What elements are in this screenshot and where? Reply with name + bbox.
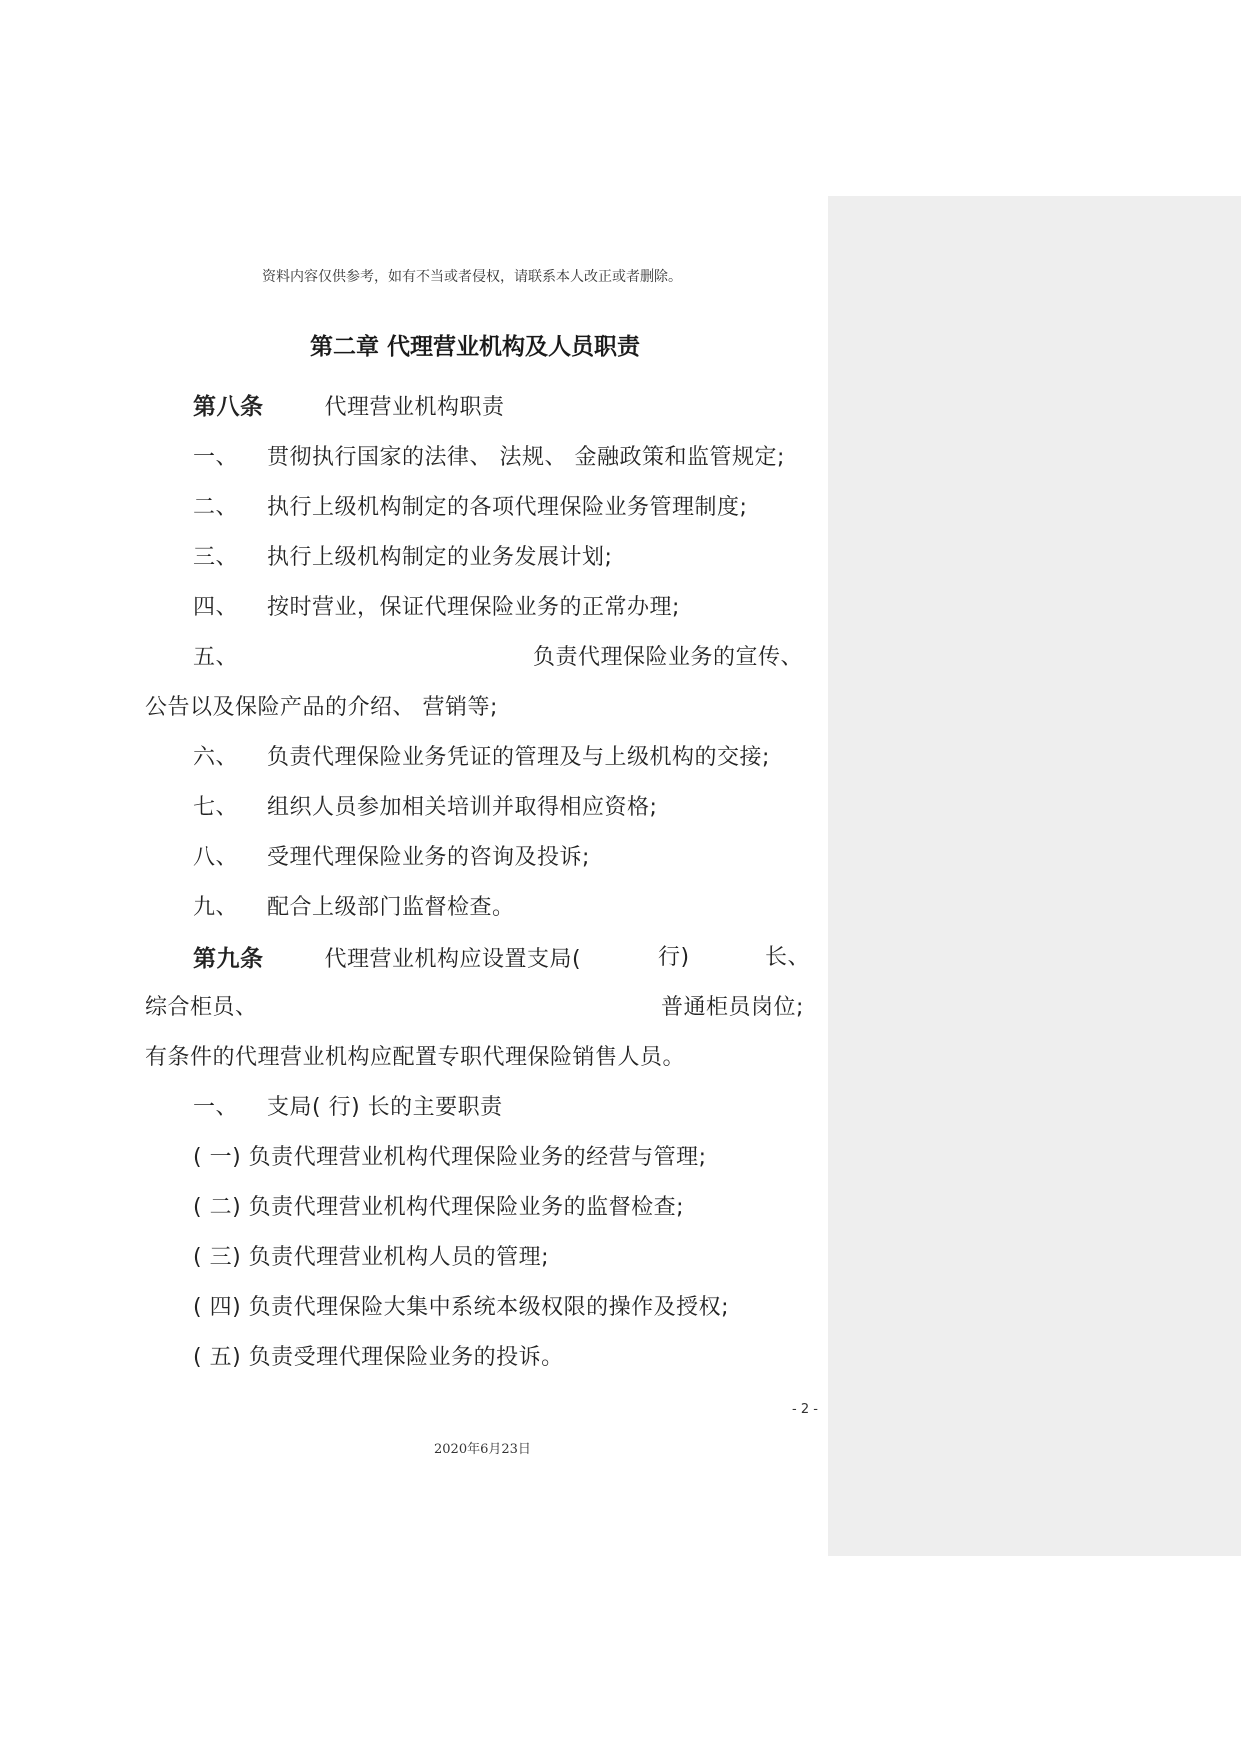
article9-line1-b: 行) <box>658 945 690 970</box>
article9-line2-b: 普通柜员岗位; <box>661 995 804 1020</box>
article9-line1-c: 长、 <box>765 945 811 970</box>
article8-item-5-text: 负责代理保险业务的宣传、 <box>533 645 804 670</box>
item-text: 执行上级机构制定的业务发展计划; <box>267 545 613 570</box>
article8-item-2 <box>193 490 747 521</box>
item-number: 四、 <box>193 595 239 620</box>
article8-item-6 <box>193 740 770 771</box>
item-text: 组织人员参加相关培训并取得相应资格; <box>267 795 658 820</box>
article8-item-7 <box>193 790 657 821</box>
duty-2: ( 二) 负责代理营业机构代理保险业务的监督检查; <box>193 1195 685 1220</box>
article8-heading <box>193 388 505 421</box>
article9-label: 第九条 <box>193 945 264 972</box>
article8-item-4 <box>193 590 680 621</box>
article9-line3: 有条件的代理营业机构应配置专职代理保险销售人员。 <box>145 1045 686 1070</box>
article8-item-5-number: 五、 <box>193 645 239 670</box>
article8-label: 第八条 <box>193 393 264 420</box>
chapter-title: 第二章 代理营业机构及人员职责 <box>310 334 641 360</box>
item-text: 负责代理保险业务凭证的管理及与上级机构的交接; <box>267 745 770 770</box>
item-text: 执行上级机构制定的各项代理保险业务管理制度; <box>267 495 748 520</box>
item-text: 贯彻执行国家的法律、 法规、 金融政策和监管规定; <box>267 445 785 470</box>
duty-3: ( 三) 负责代理营业机构人员的管理; <box>193 1245 550 1270</box>
item-number: 七、 <box>193 795 239 820</box>
duty-1: ( 一) 负责代理营业机构代理保险业务的经营与管理; <box>193 1145 707 1170</box>
header-note: 资料内容仅供参考，如有不当或者侵权，请联系本人改正或者删除。 <box>262 269 682 285</box>
article8-item-1 <box>193 440 785 471</box>
article9-line1-a: 代理营业机构应设置支局( <box>324 947 582 972</box>
footer-date: 2020年6月23日 <box>434 1442 531 1457</box>
page-number: - 2 - <box>792 1402 818 1417</box>
item-number: 九、 <box>193 895 239 920</box>
article9-line2-a: 综合柜员、 <box>145 995 258 1020</box>
article8-item-5-continuation: 公告以及保险产品的介绍、 营销等; <box>145 695 498 720</box>
subheading-text: 支局( 行) 长的主要职责 <box>267 1095 503 1120</box>
item-text: 按时营业，保证代理保险业务的正常办理; <box>267 595 680 620</box>
article8-item-8 <box>193 840 590 871</box>
article8-item-3 <box>193 540 612 571</box>
article9-subheading <box>193 1090 503 1121</box>
item-number: 八、 <box>193 845 239 870</box>
item-number: 六、 <box>193 745 239 770</box>
duty-5: ( 五) 负责受理代理保险业务的投诉。 <box>193 1345 564 1370</box>
subheading-number: 一、 <box>193 1095 239 1120</box>
duty-4: ( 四) 负责代理保险大集中系统本级权限的操作及授权; <box>193 1295 730 1320</box>
item-text: 配合上级部门监督检查。 <box>267 895 515 920</box>
article8-item-9 <box>193 890 515 921</box>
article8-title: 代理营业机构职责 <box>324 395 505 420</box>
item-number: 三、 <box>193 545 239 570</box>
article9-heading <box>193 940 581 973</box>
comment-pane <box>828 196 1241 1556</box>
item-number: 二、 <box>193 495 239 520</box>
item-text: 受理代理保险业务的咨询及投诉; <box>267 845 590 870</box>
item-number: 一、 <box>193 445 239 470</box>
